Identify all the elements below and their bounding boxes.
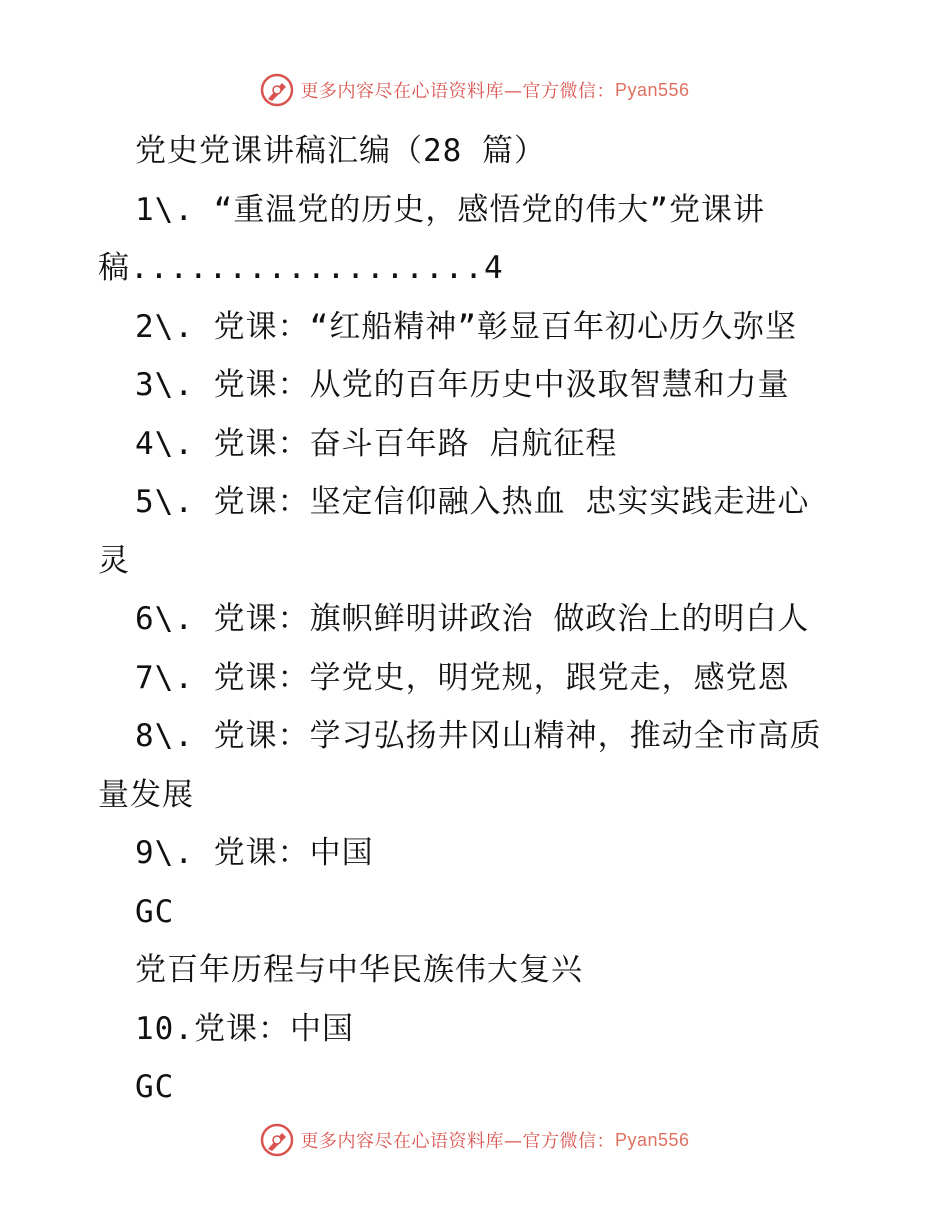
watermark-text: 更多内容尽在心语资料库—官方微信： (300, 1131, 615, 1152)
toc-line: 5\. 党课：坚定信仰融入热血 忠实实践走进心 (135, 484, 810, 520)
watermark-account: Pyan556 (614, 1129, 690, 1150)
toc-line: 量发展 (98, 776, 194, 813)
watermark-text: 更多内容尽在心语资料库—官方微信： (300, 81, 615, 102)
toc-line: 8\. 党课：学习弘扬井冈山精神，推动全市高质 (135, 718, 822, 754)
toc-line: 2\. 党课：“红船精神”彰显百年初心历久弥坚 (135, 308, 797, 345)
toc-line: 3\. 党课：从党的百年历史中汲取智慧和力量 (135, 367, 790, 403)
toc-line: 1\. “重温党的历史，感悟党的伟大”党课讲 (135, 191, 765, 228)
toc-list (98, 181, 858, 1117)
pen-logo-icon (260, 1123, 294, 1157)
toc-line: 党百年历程与中华民族伟大复兴 (135, 952, 583, 988)
toc-line: 7\. 党课：学党史，明党规，跟党走，感党恩 (135, 659, 790, 696)
toc-line: 4\. 党课：奋斗百年路 启航征程 (135, 425, 618, 462)
document-title: 党史党课讲稿汇编（28 篇） (135, 133, 546, 169)
toc-line: 6\. 党课：旗帜鲜明讲政治 做政治上的明白人 (135, 601, 810, 637)
toc-line: 9\. 党课：中国 (135, 835, 374, 871)
pen-logo-icon (260, 73, 294, 107)
toc-line: 灵 (98, 542, 130, 579)
toc-line: GC (135, 893, 175, 930)
toc-line: 稿..................4 (98, 250, 504, 286)
toc-line: GC (135, 1069, 175, 1105)
header-watermark (0, 70, 950, 110)
watermark-account: Pyan556 (614, 79, 690, 100)
toc-line: 10.党课：中国 (135, 1010, 354, 1047)
footer-watermark (0, 1120, 950, 1160)
document-body (98, 122, 858, 1117)
